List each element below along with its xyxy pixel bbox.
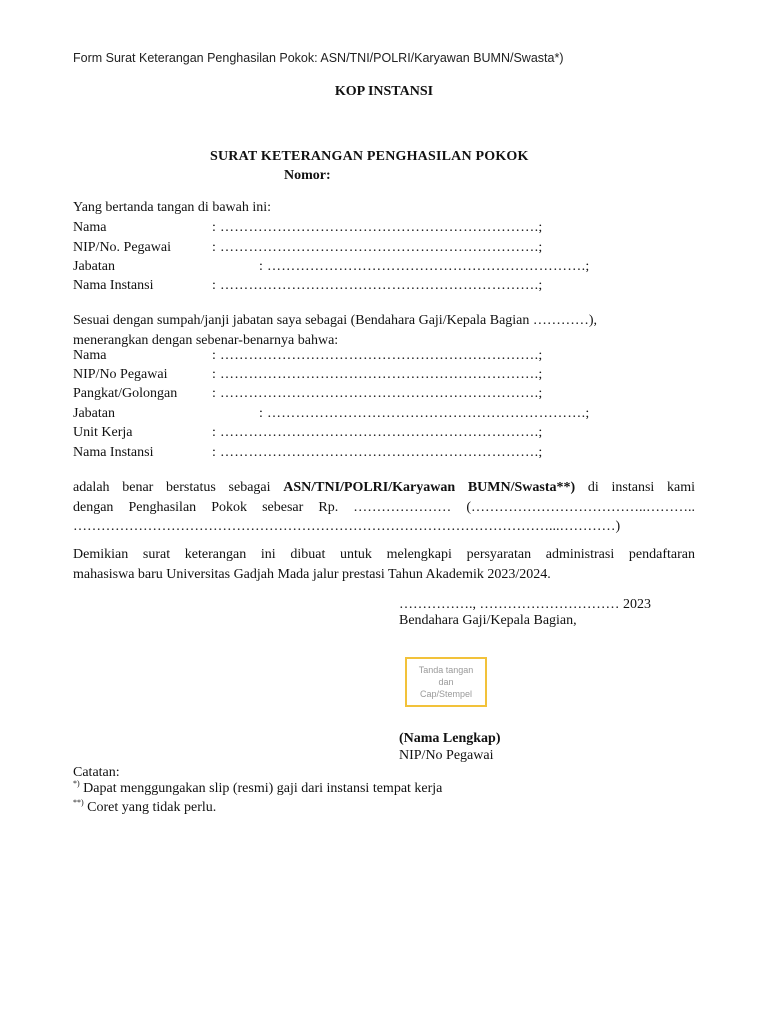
subject-rank-dots: : ………………………………………………………….; bbox=[212, 386, 543, 401]
signer-agency-label: Nama Instansi bbox=[73, 278, 154, 293]
note-item-1 bbox=[73, 781, 442, 797]
statement-line-2: menerangkan dengan sebenar-benarnya bahwa: bbox=[73, 332, 339, 348]
status-line-1 bbox=[73, 478, 695, 498]
subject-position-label: Jabatan bbox=[73, 406, 115, 421]
note-mark-1: *) bbox=[73, 779, 80, 788]
signer-name-label: Nama bbox=[73, 220, 107, 235]
signer-full-name: (Nama Lengkap) bbox=[399, 731, 501, 746]
signer-role: Bendahara Gaji/Kepala Bagian, bbox=[399, 613, 577, 628]
kop-instansi-heading: KOP INSTANSI bbox=[334, 84, 434, 99]
subject-unit-dots: : ………………………………………………………….; bbox=[212, 425, 543, 440]
notes-heading: Catatan: bbox=[73, 765, 120, 780]
note-item-2 bbox=[73, 800, 216, 816]
subject-name-label: Nama bbox=[73, 348, 107, 363]
signer-position-label: Jabatan bbox=[73, 259, 115, 274]
status-post-text: di instansi kami bbox=[575, 480, 695, 495]
form-header-line: Form Surat Keterangan Penghasilan Pokok: ASN/TNI/POLRI/Karyawan BUMN/Swasta*) bbox=[73, 51, 564, 65]
subject-nip-label: NIP/No Pegawai bbox=[73, 367, 168, 382]
closing-paragraph bbox=[73, 545, 695, 584]
subject-agency-label: Nama Instansi bbox=[73, 445, 154, 460]
subject-nip-dots: : ………………………………………………………….; bbox=[212, 367, 543, 382]
signer-nip: NIP/No Pegawai bbox=[399, 748, 494, 763]
subject-unit-label: Unit Kerja bbox=[73, 425, 133, 440]
statement-paragraph bbox=[73, 311, 695, 350]
status-options-bold: ASN/TNI/POLRI/Karyawan BUMN/Swasta**) bbox=[283, 480, 576, 495]
subject-agency-dots: : ………………………………………………………….; bbox=[212, 445, 543, 460]
note-mark-2: **) bbox=[73, 798, 84, 807]
subject-name-dots: : ………………………………………………………….; bbox=[212, 348, 543, 363]
signer-intro: Yang bertanda tangan di bawah ini: bbox=[73, 200, 272, 215]
closing-line-2: mahasiswa baru Universitas Gadjah Mada jalur prestasi Tahun Akademik 2023/2024. bbox=[73, 566, 551, 582]
subject-position-dots: : ………………………………………………………….; bbox=[259, 406, 590, 421]
place-date-line: ……………., ………………………… 2023 bbox=[399, 597, 651, 612]
signer-position-dots: : ………………………………………………………….; bbox=[259, 259, 590, 274]
status-line-3: …………………………………………………………………………………………...…………) bbox=[73, 519, 621, 534]
note-text-2: Coret yang tidak perlu. bbox=[83, 800, 217, 815]
stamp-text-2: dan bbox=[438, 677, 454, 687]
signer-nip-label: NIP/No. Pegawai bbox=[73, 240, 171, 255]
status-paragraph bbox=[73, 478, 695, 537]
stamp-text-1: Tanda tangan bbox=[418, 665, 474, 675]
closing-line-1: Demikian surat keterangan ini dibuat untuk melengkapi persyaratan administrasi pendaftaran bbox=[73, 547, 695, 562]
signer-name-dots: : ………………………………………………………….; bbox=[212, 220, 543, 235]
statement-line-1: Sesuai dengan sumpah/janji jabatan saya sebagai (Bendahara Gaji/Kepala Bagian …………), bbox=[73, 313, 598, 328]
note-text-1: Dapat menggungakan slip (resmi) gaji dari instansi tempat kerja bbox=[79, 781, 443, 796]
status-pre-text: adalah benar berstatus sebagai bbox=[73, 480, 284, 495]
document-number-label: Nomor: bbox=[284, 168, 331, 183]
document-title: SURAT KETERANGAN PENGHASILAN POKOK bbox=[210, 149, 529, 164]
signer-nip-dots: : ………………………………………………………….; bbox=[212, 240, 543, 255]
signer-agency-dots: : ………………………………………………………….; bbox=[212, 278, 543, 293]
status-line-2: dengan Penghasilan Pokok sebesar Rp. ………………… (………………………………..……….. bbox=[73, 499, 695, 515]
signature-stamp-placeholder bbox=[405, 657, 487, 707]
subject-rank-label: Pangkat/Golongan bbox=[73, 386, 178, 401]
stamp-text-3: Cap/Stempel bbox=[419, 689, 473, 699]
